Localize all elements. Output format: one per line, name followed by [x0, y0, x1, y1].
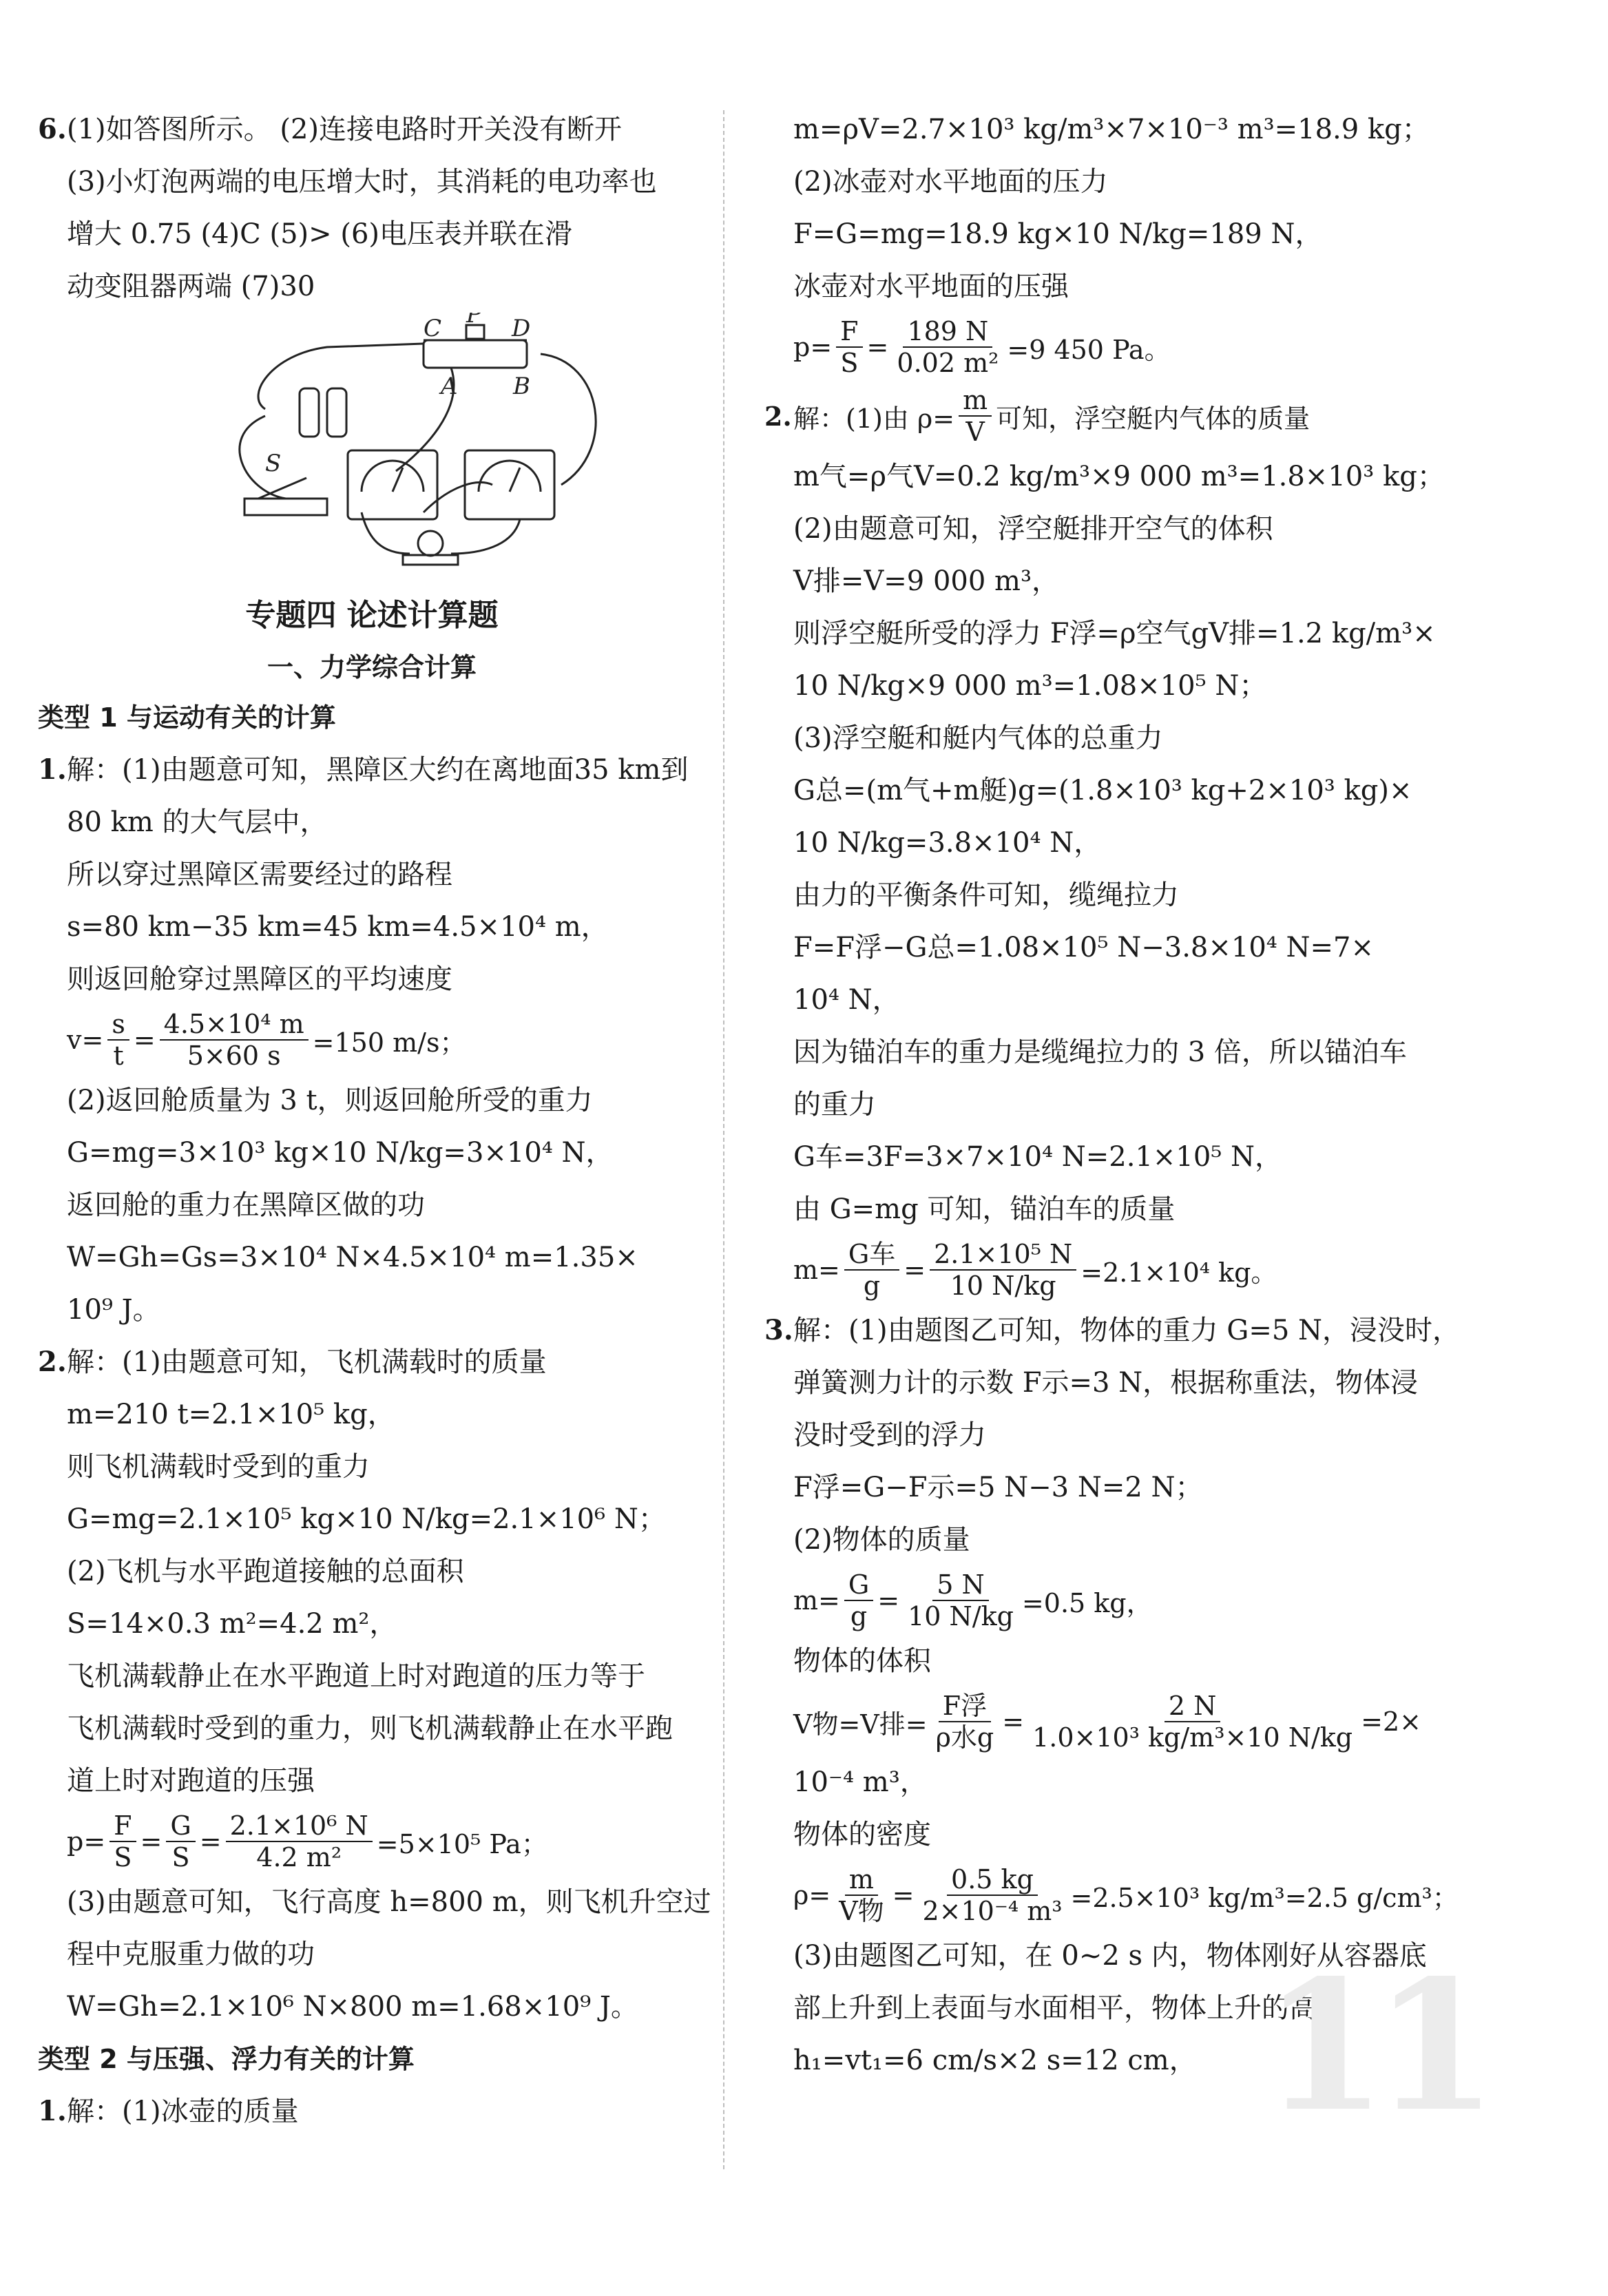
fraction: $\frac{\text{4.5×10⁴ m}}{5\times 60 s}$ [160, 1009, 309, 1071]
q3-line-8: 物体的密度 [793, 1819, 931, 1850]
q6-line-1: 6.(1)如答图所示。 (2)连接电路时开关没有断开 [38, 103, 706, 156]
q3-line-5: (2)物体的质量 [793, 1524, 970, 1556]
fraction: $\frac{2 N}{\text{1.0×10³ kg/m³×10 N/kg}}$ [1032, 1691, 1353, 1753]
q2-line-8: G总=(m气+m艇)g=(1.8×10³ kg+2×10³ kg)× [793, 775, 1412, 806]
r-formula-pressure: p= $\frac{F}{S}$ = $\frac{189 N}{\text{0.02 m²}}$ =9 450 Pa。 [793, 316, 1171, 378]
fraction: $\frac{s}{t}$ [107, 1009, 129, 1071]
t1q1-line-8: 返回舱的重力在黑障区做的功 [67, 1189, 425, 1221]
wire [451, 519, 520, 554]
wire [424, 482, 492, 512]
t1q1-line-2: 80 km 的大气层中， [67, 806, 328, 838]
t1q2-line-9: 道上时对跑道的压强 [67, 1765, 315, 1797]
t1q2-line-11: 程中克服重力做的功 [67, 1939, 315, 1970]
meter-needle [510, 468, 520, 492]
q3-formula-mass: m= $\frac{G}{g}$ = $\frac{5 N}{10 N/kg}$ =0.5 kg， [793, 1569, 1153, 1631]
t1q2-line-1: 2.解：(1)由题意可知，飞机满载时的质量 [38, 1336, 706, 1388]
q3-line-2: 弹簧测力计的示数 F示=3 N，根据称重法，物体浸 [793, 1367, 1419, 1399]
meter-dial [362, 461, 424, 492]
fraction: $\frac{G}{S}$ [166, 1810, 195, 1872]
q2-line-16: 由 G=mg 可知，锚泊车的质量 [793, 1193, 1176, 1225]
right-column [764, 103, 1460, 2087]
q2-line-15: G车=3F=3×7×10⁴ N=2.1×10⁵ N， [793, 1141, 1283, 1173]
q3-line-3: 没时受到的浮力 [793, 1419, 986, 1451]
fraction: $\frac{5 N}{10 N/kg}$ [908, 1569, 1014, 1631]
q3-line-1: 3.解：(1)由题图乙可知，物体的重力 G=5 N，浸没时， [764, 1304, 1460, 1357]
q2-line-10: 由力的平衡条件可知，缆绳拉力 [793, 879, 1179, 911]
q3-formula-density: ρ= $\frac{m}{\text{V物}}$ = $\frac{0.5 kg}{\text{2×10⁻⁴ m³}}$ =2.5×10³ kg/m³=2.5 g/cm³； [793, 1864, 1459, 1926]
t1q2-line-10: (3)由题意可知，飞行高度 h=800 m，则飞机升空过 [67, 1886, 711, 1918]
circuit-diagram [38, 313, 706, 581]
column-divider [723, 110, 724, 2169]
page-number: 11 [1262, 1941, 1484, 2151]
q2-line-3: (2)由题意可知，浮空艇排开空气的体积 [793, 513, 1273, 545]
t2q1-line-1: 1.解：(1)冰壶的质量 [38, 2085, 706, 2138]
t1q2-line-7: 飞机满载静止在水平跑道上时对跑道的压力等于 [67, 1660, 645, 1692]
q2-line-2: m气=ρ气V=0.2 kg/m³×9 000 m³=1.8×10³ kg； [793, 461, 1445, 492]
q3-line-10: 部上升到上表面与水面相平，物体上升的高度 [793, 1992, 1344, 2024]
t1q1-line-7: G=mg=3×10³ kg×10 N/kg=3×10⁴ N， [67, 1137, 614, 1169]
label-d: D [512, 315, 531, 342]
battery-cell [300, 388, 319, 437]
r-line-3: F=G=mg=18.9 kg×10 N/kg=189 N， [793, 218, 1323, 250]
q2-line-13: 因为锚泊车的重力是缆绳拉力的 3 倍，所以锚泊车 [793, 1036, 1407, 1068]
t1q1-line-4: s=80 km−35 km=45 km=4.5×10⁴ m， [67, 911, 609, 943]
switch-base [244, 499, 327, 515]
q3-line-11: h₁=vt₁=6 cm/s×2 s=12 cm， [793, 2045, 1197, 2076]
t1q1-line-10: 10⁹ J。 [67, 1294, 160, 1326]
q3-line-6: 物体的体积 [793, 1645, 931, 1677]
q2-formula-mass: m= $\frac{\text{G车}}{g}$ = $\frac{\text{2.1×10⁵ N}}{10 N/kg}$ =2.1×10⁴ kg。 [793, 1239, 1277, 1301]
q3-formula-volume: V物=V排= $\frac{\text{F浮}}{\text{ρ水g}}$ = $\frac{2 N}{\text{1.0×10³ kg/m³×10 N/kg}}$ =2× [793, 1691, 1421, 1753]
section-heading: 专题四 论述计算题 [245, 598, 499, 633]
fraction: $\frac{F}{S}$ [836, 316, 862, 378]
t1q1-line-5: 则返回舱穿过黑障区的平均速度 [67, 963, 452, 995]
q2-line-5: 则浮空艇所受的浮力 F浮=ρ空气gV排=1.2 kg/m³× [793, 618, 1436, 649]
q3-line-7: 10⁻⁴ m³， [793, 1766, 928, 1798]
t1q1-line-3: 所以穿过黑障区需要经过的路程 [67, 859, 452, 890]
q2-line-4: V排=V=9 000 m³， [793, 565, 1059, 597]
t1q2-line-4: G=mg=2.1×10⁵ kg×10 N/kg=2.1×10⁶ N； [67, 1503, 666, 1535]
circuit-figure [38, 313, 706, 581]
label-a: A [441, 373, 458, 400]
wire [258, 344, 424, 409]
q6-line-4: 动变阻器两端 (7)30 [67, 271, 315, 302]
label-p: P [466, 313, 482, 328]
question-number: 1. [38, 753, 67, 786]
q2-line-6: 10 N/kg×9 000 m³=1.08×10⁵ N； [793, 670, 1267, 702]
question-number: 2. [764, 400, 792, 432]
question-number: 1. [38, 2095, 67, 2127]
q2-line-1: 2. 解：(1)由 ρ= $\frac{m}{V}$ 可知，浮空艇内气体的质量 [764, 385, 1311, 447]
q2-line-12: 10⁴ N， [793, 984, 900, 1016]
q3-line-4: F浮=G−F示=5 N−3 N=2 N； [793, 1472, 1203, 1503]
question-number: 2. [38, 1346, 67, 1378]
type-heading-1: 类型 1 与运动有关的计算 [38, 702, 336, 733]
label-b: B [513, 373, 530, 400]
label-c: C [424, 315, 442, 342]
fraction: $\frac{m}{V}$ [959, 385, 992, 447]
question-number: 6. [38, 113, 67, 145]
q6-line-2: (3)小灯泡两端的电压增大时，其消耗的电功率也 [67, 166, 657, 198]
t1q2-line-2: m=210 t=2.1×10⁵ kg， [67, 1399, 395, 1430]
fraction: $\frac{\text{F浮}}{\text{ρ水g}}$ [935, 1691, 994, 1753]
q2-line-11: F=F浮−G总=1.08×10⁵ N−3.8×10⁴ N=7× [793, 932, 1375, 963]
fraction: $\frac{189 N}{\text{0.02 m²}}$ [897, 316, 999, 378]
meter-needle [393, 468, 403, 492]
q6-line-3: 增大 0.75 (4)C (5)> (6)电压表并联在滑 [67, 218, 573, 250]
fraction: $\frac{F}{S}$ [109, 1810, 136, 1872]
t1q2-line-5: (2)飞机与水平跑道接触的总面积 [67, 1556, 464, 1587]
meter-dial [479, 461, 541, 492]
t1q1-line-6: (2)返回舱质量为 3 t，则返回舱所受的重力 [67, 1085, 593, 1116]
t1q2-line-12: W=Gh=2.1×10⁶ N×800 m=1.68×10⁹ J。 [67, 1991, 638, 2023]
fraction: $\frac{0.5 kg}{\text{2×10⁻⁴ m³}}$ [922, 1864, 1063, 1926]
left-column [38, 103, 711, 2138]
q2-line-14: 的重力 [793, 1089, 876, 1120]
t1q2-line-3: 则飞机满载时受到的重力 [67, 1451, 370, 1483]
fraction: $\frac{\text{G车}}{g}$ [844, 1239, 899, 1301]
battery-cell [327, 388, 346, 437]
r-line-4: 冰壶对水平地面的压强 [793, 271, 1069, 302]
label-s: S [265, 450, 282, 477]
q2-line-7: (3)浮空艇和艇内气体的总重力 [793, 722, 1163, 754]
fraction: $\frac{G}{g}$ [844, 1569, 873, 1631]
rheostat-body [424, 340, 527, 368]
fraction: $\frac{\text{2.1×10⁵ N}}{10 N/kg}$ [930, 1239, 1076, 1301]
r-line-mass: m=ρV=2.7×10³ kg/m³×7×10⁻³ m³=18.9 kg； [793, 114, 1430, 145]
type-heading-2: 类型 2 与压强、浮力有关的计算 [38, 2044, 415, 2074]
t1q1-line-1: 1.解：(1)由题意可知，黑障区大约在离地面35 km到 [38, 744, 706, 796]
t1q2-line-6: S=14×0.3 m²=4.2 m²， [67, 1608, 397, 1640]
switch-lever [258, 478, 306, 499]
question-number: 3. [764, 1314, 793, 1346]
fraction: $\frac{\text{2.1×10⁶ N}}{\text{4.2 m²}}$ [226, 1810, 373, 1872]
wire [541, 354, 596, 485]
t1q1-formula-velocity: v= $\frac{s}{t}$ = $\frac{\text{4.5×10⁴ m}}{5\times 60 s}$ =150 m/s； [67, 1009, 466, 1071]
t1q2-formula-pressure: p= $\frac{F}{S}$ = $\frac{G}{S}$ = $\frac{\text{2.1×10⁶ N}}{\text{4.2 m²}}$ =5×10⁵ Pa； [67, 1810, 547, 1872]
fraction: $\frac{m}{\text{V物}}$ [839, 1864, 884, 1926]
subsection-heading: 一、力学综合计算 [267, 652, 477, 682]
t1q2-line-8: 飞机满载时受到的重力，则飞机满载静止在水平跑 [67, 1713, 673, 1744]
q3-line-9: (3)由题图乙可知，在 0~2 s 内，物体刚好从容器底 [793, 1940, 1427, 1972]
r-line-2: (2)冰壶对水平地面的压力 [793, 166, 1108, 198]
q2-line-9: 10 N/kg=3.8×10⁴ N， [793, 827, 1102, 859]
t1q1-line-9: W=Gh=Gs=3×10⁴ N×4.5×10⁴ m=1.35× [67, 1242, 638, 1273]
lamp-bulb [418, 531, 443, 556]
